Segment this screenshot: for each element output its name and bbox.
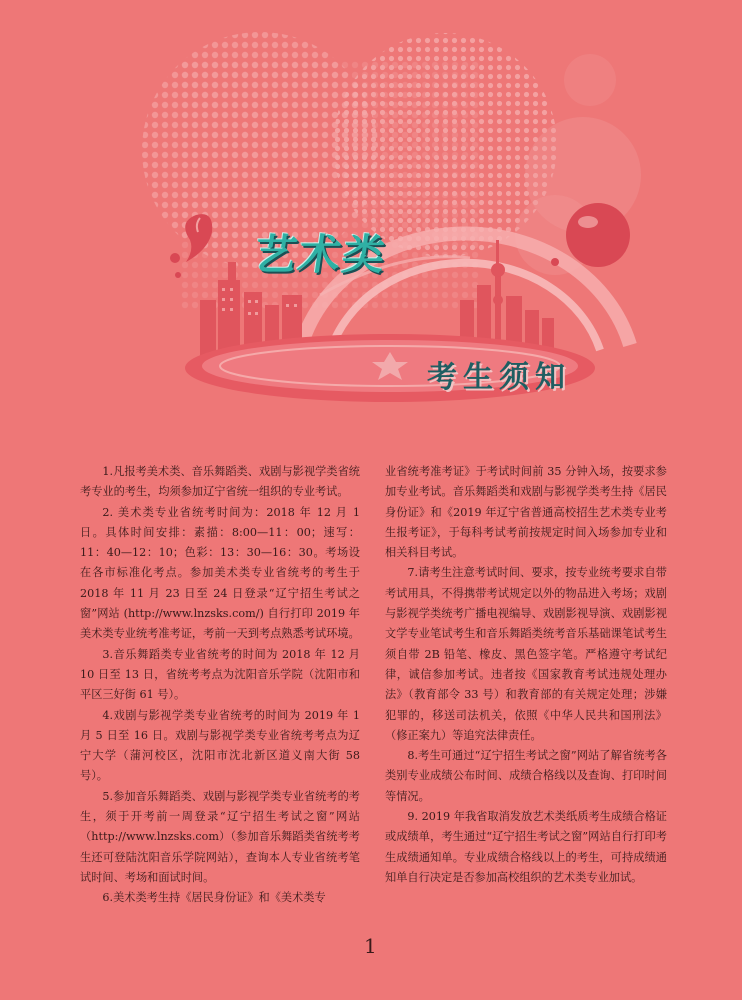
banner-illustration bbox=[0, 0, 742, 440]
paragraph: 8.考生可通过“辽宁招生考试之窗”网站了解省统考各类别专业成绩公布时间、成绩合格线以及查询、打印时间等情况。 bbox=[385, 749, 667, 803]
paragraph-continued: 业省统考准考证》于考试时间前 35 分钟入场，按要求参加专业考试。音乐舞蹈类和戏剧与影视学类考生持《居民身份证》和《2019 年辽宁省普通高校招生艺术类专业考生报考证》，于每科考试考前按规定时间入场参加专业和相关科目考试。 bbox=[385, 465, 667, 560]
paragraph: 2. 美术类专业省统考时间为：2018 年 12 月 1 日。具体时间安排：素描：8:00—11：00；速写：11：40—12：10；色彩：13：30—16：30。考场设在各市标准化考点。参加美术类专业省统考的考生于 2018 年 11 月 23 日至 24 日登录“辽宁招生考试之窗”网站 (http://www.lnzsks.com/) 自行打印 2019 年美术类专业统考准考证，考前一天到考点熟悉考试环境。 bbox=[80, 505, 360, 641]
paragraph: 1.凡报考美术类、音乐舞蹈类、戏剧与影视学类省统考专业的考生，均须参加辽宁省统一组织的专业考试。 bbox=[80, 465, 360, 499]
bubble-dot bbox=[170, 253, 180, 263]
section-subtitle: 考生须知 bbox=[427, 360, 571, 395]
text-column-left bbox=[80, 462, 360, 909]
text-column-right bbox=[385, 462, 667, 888]
paragraph: 5.参加音乐舞蹈类、戏剧与影视学类专业省统考的考生，须于开考前一周登录“辽宁招生考试之窗”网站 （http://www.lnzsks.com）（参加音乐舞蹈类省统考考生还可登陆沈阳音乐学院网站），查询本人专业省统考笔试时间、考场和面试时间。 bbox=[80, 789, 360, 884]
balloon-right bbox=[566, 203, 630, 267]
header-banner bbox=[0, 0, 742, 440]
page-number: 1 bbox=[364, 934, 377, 958]
paragraph: 7.请考生注意考试时间、要求，按专业统考要求自带考试用具，不得携带考试规定以外的物品进入考场；戏剧与影视学类统考广播电视编导、戏剧影视导演、戏剧影视文学专业笔试考生和音乐舞蹈类统考音乐基础课笔试考生须自带 2B 铅笔、橡皮、黑色签字笔。严格遵守考试纪律，诚信参加考试。违者按《国家教育考试违规处理办法》（教育部令 33 号）和教育部的有关规定处理；涉嫌犯罪的，移送司法机关，依照《中华人民共和国刑法》（修正案九）等追究法律责任。 bbox=[385, 566, 667, 742]
paragraph: 4.戏剧与影视学类专业省统考的时间为 2019 年 1 月 5 日至 16 日。戏剧与影视学类专业省统考考点为辽宁大学（蒲河校区，沈阳市沈北新区道义南大街 58 号）。 bbox=[80, 708, 360, 783]
paragraph: 3.音乐舞蹈类专业省统考的时间为 2018 年 12 月 10 日至 13 日，省统考考点为沈阳音乐学院（沈阳市和平区三好街 61 号）。 bbox=[80, 647, 360, 702]
paragraph: 6.美术类考生持《居民身份证》和《美术类专 bbox=[102, 891, 326, 905]
paragraph: 9. 2019 年我省取消发放艺术类纸质考生成绩合格证或成绩单，考生通过“辽宁招生考试之窗”网站自行打印考生成绩通知单。专业成绩合格线以上的考生，可持成绩通知单自行决定是否参加高校组织的艺术类专业加试。 bbox=[385, 810, 667, 884]
section-title: 艺术类 bbox=[251, 230, 391, 279]
